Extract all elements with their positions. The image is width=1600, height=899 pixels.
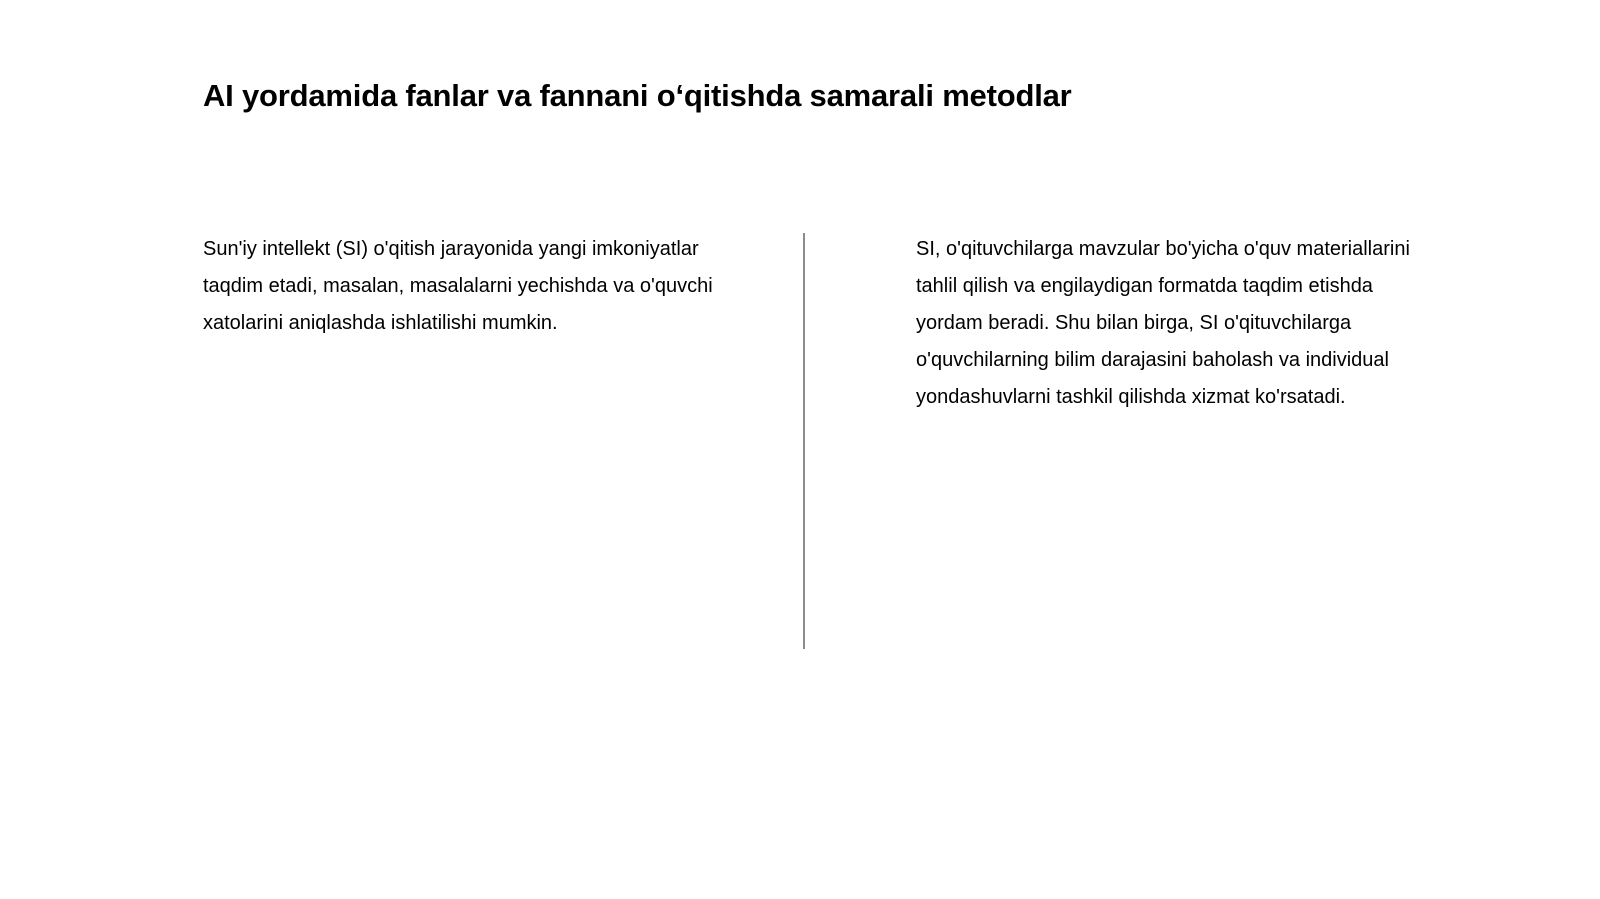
left-column-text: Sun'iy intellekt (SI) o'qitish jarayonida yangi imkoniyatlar taqdim etadi, masalan, masalalarni yechishda va o'quvchi xatolarini aniqlashda ishlatilishi mumkin.	[203, 238, 713, 334]
right-column-text: SI, o'qituvchilarga mavzular bo'yicha o'quv materiallarini tahlil qilish va engilaydigan formatda taqdim etishda yordam beradi. Shu bilan birga, SI o'qituvchilarga o'quvchilarning bilim darajasini baholash va individual yondashuvlarni tashkil qilishda xizmat ko'rsatadi.	[916, 238, 1410, 408]
column-divider	[803, 233, 805, 649]
slide-title: AI yordamida fanlar va fannani o‘qitishda samarali metodlar	[203, 78, 1072, 113]
